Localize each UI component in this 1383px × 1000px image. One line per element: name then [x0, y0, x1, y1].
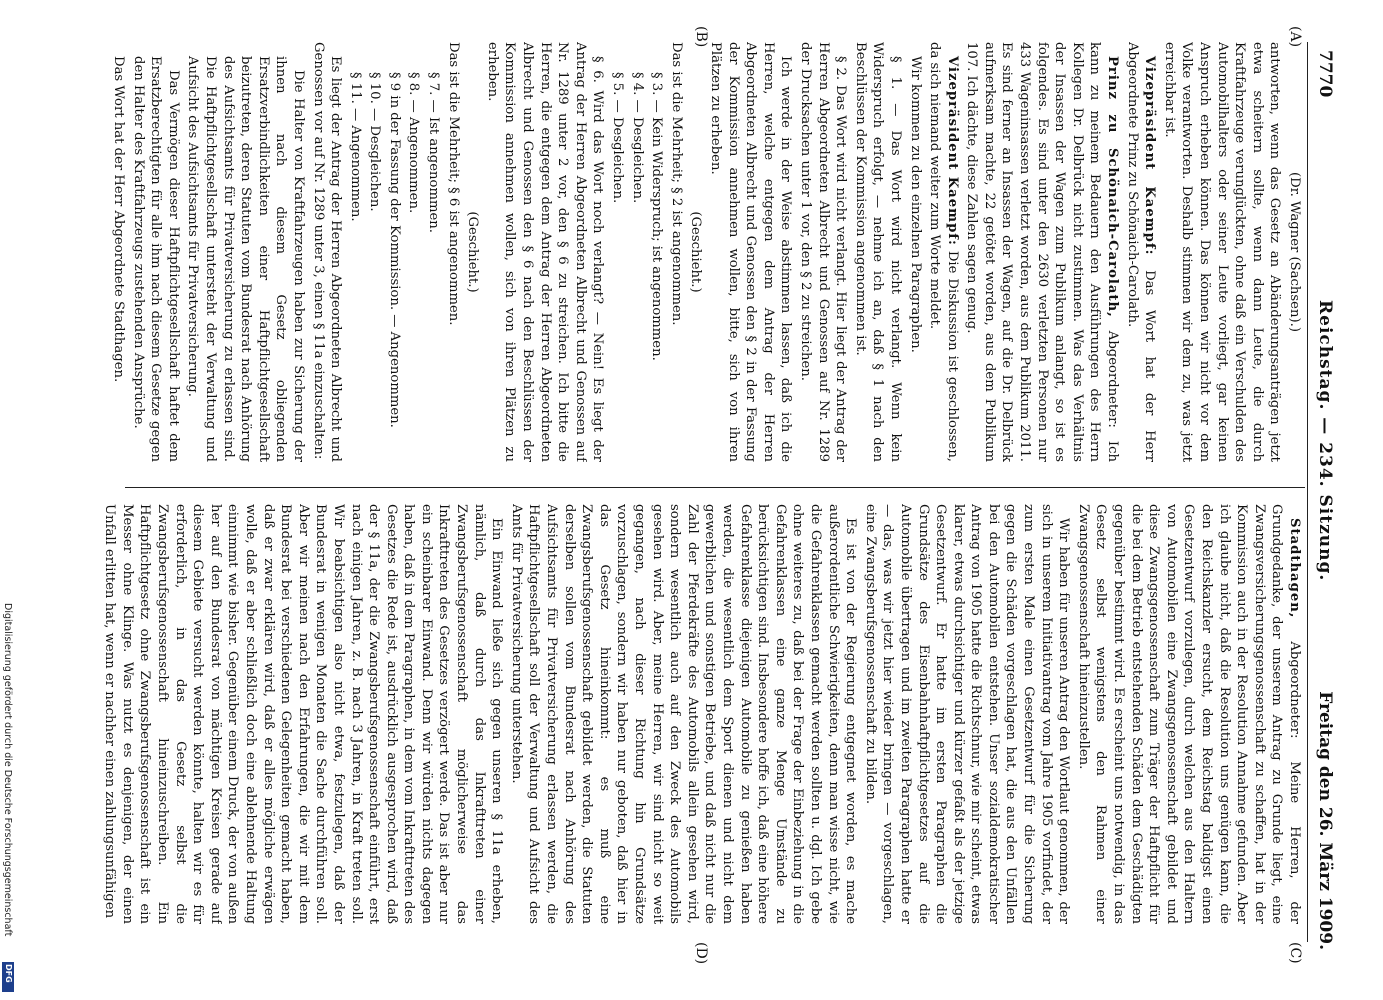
- paragraph: [926, 42, 961, 462]
- paragraph: § 1. — Das Wort wird nicht verlangt. Wenn kein Widerspruch erfolgt, — nehme ich an, daß § 1 nach den Beschlüssen der Kommission angenommen ist.: [852, 42, 903, 462]
- paragraph: antworten, wenn das Gesetz an Abänderungsanträgen jetzt etwa scheitern sollte, wenn dann Leute, die durch Kraftfahrzeuge verunglückten, ohne daß ein Verschulden des Automobilhalters oder seiner Leute vorliegt, gar keinen Anspruch erheben können. Das können wir nicht vor dem Volke verantworten. Deshalb stimmen wir dem zu, was jetzt erreichbar ist.: [1161, 42, 1283, 462]
- paragraph: § 2. Das Wort wird nicht verlangt. Hier liegt der Antrag der Herren Abgeordneten Albrecht und Genossen auf Nr. 1289 der Drucksachen unter 1 vor, den § 2 zu streichen.: [797, 42, 849, 462]
- page-number: 7770: [1315, 50, 1335, 98]
- paragraph: Es ist von der Regierung entgegnet worden, es mache außerordentliche Schwierigkeiten, denn man wisse nicht, wie die Gefahrenklassen gemacht werden sollten u. dgl. Ich gebe ohne weiteres zu, daß bei der Frage der Einbeziehung in die Gefahrenklassen eine ganze Menge Umstände zu berücksichtigen sind. Insbesondere hoffe ich, daß eine höhere Gefahrenklasse diejenigen Automobile zu genießen haben werden, die wesentlich dem Sport dienen und nicht dem gewerblichen und sonstigen Betriebe, und daß nicht nur die Zahl der Pferdekräfte des Automobils allein gesehen wird, sondern wesentlich auch auf den Zweck des Automobils gesehen wird. Aber, meine Herren, wir sind nicht so weit gegangen, nach dieser Richtung hin Grundsätze vorzuschlagen, sondern wir haben nur geboten, daß hier in das Gesetz hineinkommt: es muß eine Zwangsberufsgenossenschaft gebildet werden, die Statuten derselben sollen vom Bundesrat nach Anhörung des Aufsichtsamts für Privatversicherung erlassen werden, die Haftpflichtgesellschaft soll der Verwaltung und Aufsicht des Amts für Privatversicherung unterstehen.: [508, 504, 859, 924]
- paragraph: [963, 42, 1121, 462]
- speaker-name: Vizepräsident Kaempf:: [944, 56, 960, 246]
- speaker-continuation: (Dr. Wagner (Sachsen).): [1287, 172, 1302, 332]
- marker-c: (C): [1287, 942, 1303, 964]
- speech-text: Die Diskussion ist geschlossen, da sich niemand weiter zum Worte meldet.: [927, 42, 960, 462]
- list-item: § 9 in der Fassung der Kommission. — Angenommen.: [386, 72, 402, 428]
- credit-text: Digitalisierung gefördert durch die Deutsche Forschungsgemeinschaft: [2, 603, 13, 937]
- paragraph: § 6. Wird das Wort noch verlangt? — Nein! Es liegt der Antrag der Herren Abgeordneten Albrecht und Genossen auf Nr. 1289 unter 2 vor, den § 6 zu streichen. Ich bitte die Herren, die entgegen dem Antrag der Herren Abgeordneten Albrecht und Genossen den § 6 nach den Beschlüssen der Kommission annehmen wollen, sich von ihren Plätzen zu erheben.: [484, 42, 606, 462]
- dfg-logo: [2, 962, 14, 992]
- speaker-name: Prinz zu Schönaich-Carolath,: [1105, 56, 1121, 318]
- paragraph: Wir kommen zu den einzelnen Paragraphen.: [907, 56, 923, 353]
- stage-note: (Geschieht.): [465, 211, 481, 293]
- quoted-motion: Das Vermögen dieser Haftpflichtgesellschaft haftet dem Ersatzberechtigten für alle ihm nach diesem Gesetze gegen den Halter des Kraftfahrzeugs zustehenden Ansprüche.: [130, 56, 181, 462]
- stage-note: (Geschieht.): [688, 211, 704, 293]
- list-item: § 11. — Angenommen.: [347, 72, 363, 222]
- list-item: § 7. — Ist angenommen.: [426, 72, 442, 233]
- paragraph: Ein Einwand ließe sich gegen unseren § 11a erheben, nämlich, daß durch das Inkrafttreten einer Zwangsberufsgenossenschaft möglicherweise das Inkrafttreten des Gesetzes verzögert werde. Das ist aber nur ein scheinbarer Einwand. Denn wir würden nichts dagegen haben, daß in dem Paragraphen, in dem vom Inkrafttreten des Gesetzes die Rede ist, ausdrücklich ausgesprochen wird, daß der § 11a, der die Zwangsberufsgenossenschaft einführt, erst nach einigen Jahren, z. B. nach 3 Jahren, in Kraft treten soll. Wir beabsichtigen also nicht etwa, festzulegen, daß der Bundesrat in wenigen Monaten die Sache durchführen soll. Aber wir meinen nach den Erfahrungen, die wir mit dem Bundesrat bei verschiedenen Gelegenheiten gemacht haben, daß er zwar erklären wird, daß er alles mögliche erwägen wolle, daß er aber schließlich doch eine ablehnende Haltung einnimmt wie bisher. Gegenüber einem Druck, der von außen her auf den Bundesrat von mächtigen Kreisen gerade auf diesem Gebiete versucht werden könnte, halten wir es für erforderlich, in das Gesetz selbst die Zwangsberufsgenossenschaft hineinzuschreiben. Ein Haftpflichtgesetz ohne Zwangsberufsgenossenschaft ist ein Messer ohne Klinge. Was nutzt es denjenigen, der einen Unfall erlitten hat, wenn er nachher einen zahlungsunfähigen: [102, 504, 505, 924]
- list-item: § 3. — Kein Widerspruch; ist angenommen.: [649, 72, 665, 361]
- paragraph: [1123, 42, 1158, 462]
- speech-text: Abgeordneter: Ich kann zu meinem Bedauern den Ausführungen des Herrn Kollegen Dr. Delbrück nicht zustimmen. Was das Verhältnis der Insassen der Wagen zum Publikum anlangt, so ist es folgendes. Es sind unter den 2630 verletzten Personen nur 433 Wageninsassen verletzt worden, aus dem Publikum 2011. Es sind ferner an Insassen der Wagen, auf die Dr. Delbrück aufmerksam machte, 22 getötet worden, aus dem Publikum 107. Ich dächte, diese Zahlen sagen genug.: [964, 42, 1121, 462]
- column-divider: [125, 487, 1305, 488]
- list-item: § 8. — Angenommen.: [406, 72, 422, 214]
- list-item: § 10. — Desgleichen.: [367, 72, 383, 212]
- quoted-motion: Die Halter von Kraftfahrzeugen haben zur Sicherung der ihnen nach diesem Gesetz obliegenden Ersatzverbindlichkeiten einer Haftpflichtgesellschaft beizutreten, deren Statuten vom Bundesrat nach Anhörung des Aufsichtsamts für Privatversicherung zu erlassen sind. Die Haftpflichtgesellschaft untersteht der Verwaltung und Aufsicht des Aufsichtsamts für Privatversicherung.: [185, 56, 306, 462]
- paragraph: Ich werde in der Weise abstimmen lassen, daß ich die Herren, welche entgegen dem Antrag der Herren Abgeordneten Albrecht und Genossen den § 2 in der Fassung der Kommission annehmen wollen, bitte, sich von ihren Plätzen zu erheben.: [708, 42, 794, 462]
- speaker-name: Vizepräsident Kaempf:: [1142, 56, 1158, 256]
- paragraph: Das ist die Mehrheit; § 6 ist angenommen.: [445, 42, 461, 326]
- right-column: [73, 504, 1303, 924]
- list-item: § 4. — Desgleichen.: [629, 72, 645, 204]
- speaker-name: Stadthagen,: [1287, 518, 1302, 619]
- marker-d: (D): [693, 942, 709, 965]
- logo-text: DFG: [4, 964, 13, 983]
- page-title: Reichstag. — 234. Sitzung.: [1315, 300, 1335, 582]
- paragraph: Es liegt der Antrag der Herren Abgeordneten Albrecht und Genossen vor auf Nr. 1289 unter 3, einen § 11a einzuschalten:: [310, 42, 344, 462]
- speech-text: Abgeordneter: Meine Herren, der Grundgedanke, der unserem Antrag zu Grunde liegt, eine Zwangsversicherungsgenossenschaft zu schaffen, hat in der Kommission auch in der Resolution Annahme gefunden. Aber ich glaube nicht, daß die Resolution uns genügen kann, die den Reichskanzler ersucht, dem Reichstag baldigst einen Gesetzentwurf vorzulegen, durch welchen aus den Haltern von Automobilen eine Zwangsgenossenschaft gebildet und diese Zwangsgenossenschaft zum Träger der Haftpflicht für die bei dem Betrieb entstehenden Schäden dem Geschädigten gegenüber bestimmt wird. Es erscheint uns notwendig, in das Gesetz selbst wenigstens den Rahmen einer Zwangsgenossenschaft hineinzustellen.: [1075, 504, 1302, 924]
- paragraph: Wir haben für unseren Antrag den Wortlaut genommen, der sich in unserem Initiativantrag vom Jahre 1905 vorfindet, der zum ersten Male einen Gesetzentwurf für die Sicherung gegen die Schäden vorgeschlagen hat, die aus den Unfällen bei den Automobilen entstehen. Unser sozialdemokratischer Antrag von 1905 hatte die Richtschnur, wie mir scheint, etwas klarer, etwas durchsichtiger und kürzer gefaßt als der jetzige Gesetzentwurf. Er hatte im ersten Paragraphen die Grundsätze des Eisenbahnhaftpflichtgesetzes auf die Automobile übertragen und im zweiten Paragraphen hatte er — das, was wir jetzt hier wieder bringen — vorgeschlagen, eine Zwangsberufsgenossenschaft zu bilden.: [862, 504, 1072, 924]
- paragraph: Das Wort hat der Herr Abgeordnete Stadthagen.: [111, 56, 126, 383]
- speech-text: Das Wort hat der Herr Abgeordnete Prinz zu Schönaich-Carolath.: [1124, 42, 1158, 462]
- paragraph: [1074, 504, 1303, 924]
- header-rule: [1307, 42, 1308, 942]
- document-page: [49, 26, 1339, 972]
- digitization-credit: [2, 603, 14, 953]
- left-column: [73, 42, 1303, 462]
- page-date: Freitag den 26. März 1909.: [1315, 691, 1335, 950]
- list-item: § 5. — Desgleichen.: [610, 72, 626, 204]
- paragraph: Das ist die Mehrheit; § 2 ist angenommen.: [668, 42, 684, 326]
- marker-a: (A): [1287, 26, 1303, 48]
- marker-b: (B): [693, 26, 709, 48]
- page-header: [1309, 50, 1339, 950]
